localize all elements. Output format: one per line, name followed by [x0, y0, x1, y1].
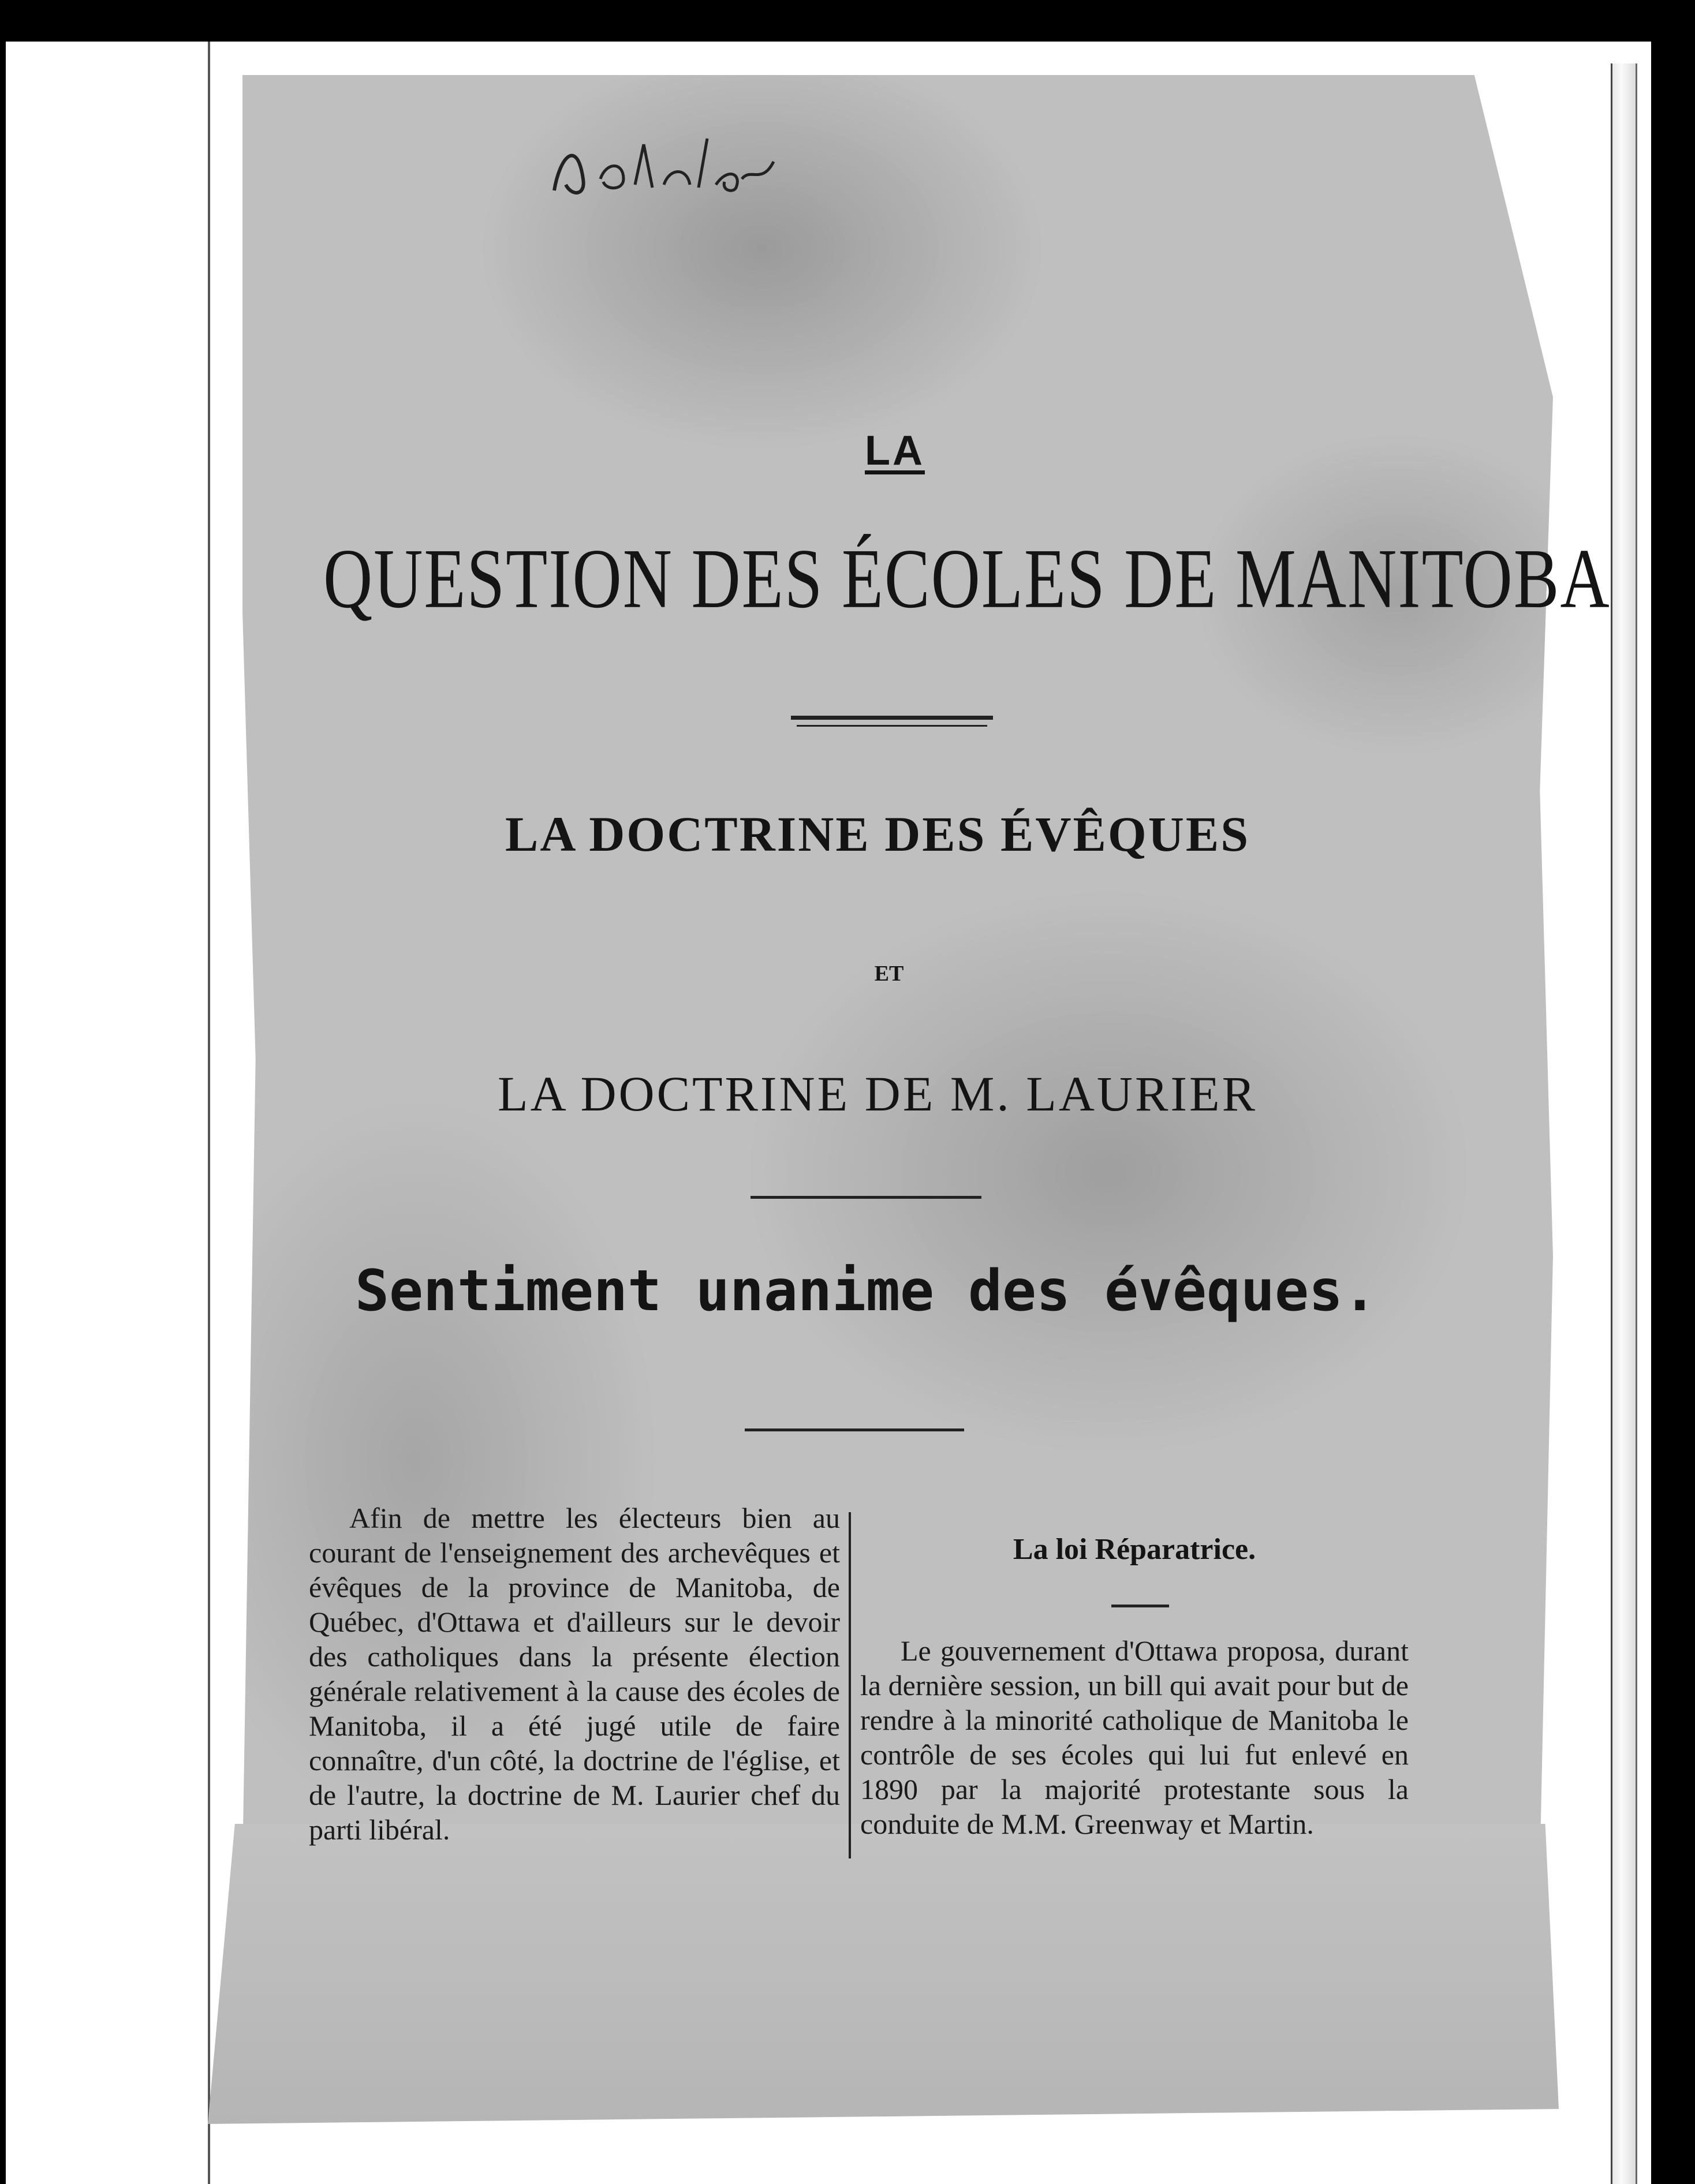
intro-column [309, 1501, 840, 1847]
scanned-page-lower [208, 1824, 1559, 2124]
heading-la: LA [865, 428, 925, 474]
right-paragraph: Le gouvernement d'Ottawa proposa, durant la dernière session, un bill qui avait pour but de rendre à la minorité catholique de Manitoba le contrôle de ses écoles qui lui fut enlevé en 1890 par la majorité protestante sous la conduite de M.M. Greenway et Martin. [860, 1635, 1409, 1840]
divider-rule [745, 1428, 964, 1431]
subtitle-bishops-doctrine: LA DOCTRINE DES ÉVÊQUES [505, 806, 1250, 862]
intro-paragraph: Afin de mettre les électeurs bien au courant de l'enseignement des archevêques et évêques de la province de Manitoba, de Québec, d'Ottawa et d'ailleurs sur le devoir des catholiques dans la présente élection générale relativement à la cause des écoles de Manitoba, il a été jugé utile de faire connaître, d'un côté, la doctrine de l'église, et de l'autre, la doctrine de M. Laurier chef du parti libéral. [309, 1502, 840, 1846]
subtitle-laurier-doctrine: LA DOCTRINE DE M. LAURIER [498, 1066, 1257, 1121]
page-edge [1611, 63, 1637, 2184]
conjunction-et: ET [874, 962, 904, 986]
divider-rule-thin [797, 725, 987, 727]
right-column [860, 1633, 1409, 1841]
heading-rule [1111, 1605, 1169, 1607]
column-divider [849, 1512, 851, 1858]
main-title: QUESTION DES ÉCOLES DE MANITOBA [323, 531, 1611, 626]
frame-divider [208, 42, 210, 2184]
section-title: Sentiment unanime des évêques. [354, 1258, 1377, 1324]
right-column-heading: La loi Réparatrice. [1013, 1533, 1256, 1566]
divider-rule [751, 1196, 981, 1199]
divider-rule [791, 716, 993, 720]
handwritten-signature [543, 121, 785, 214]
